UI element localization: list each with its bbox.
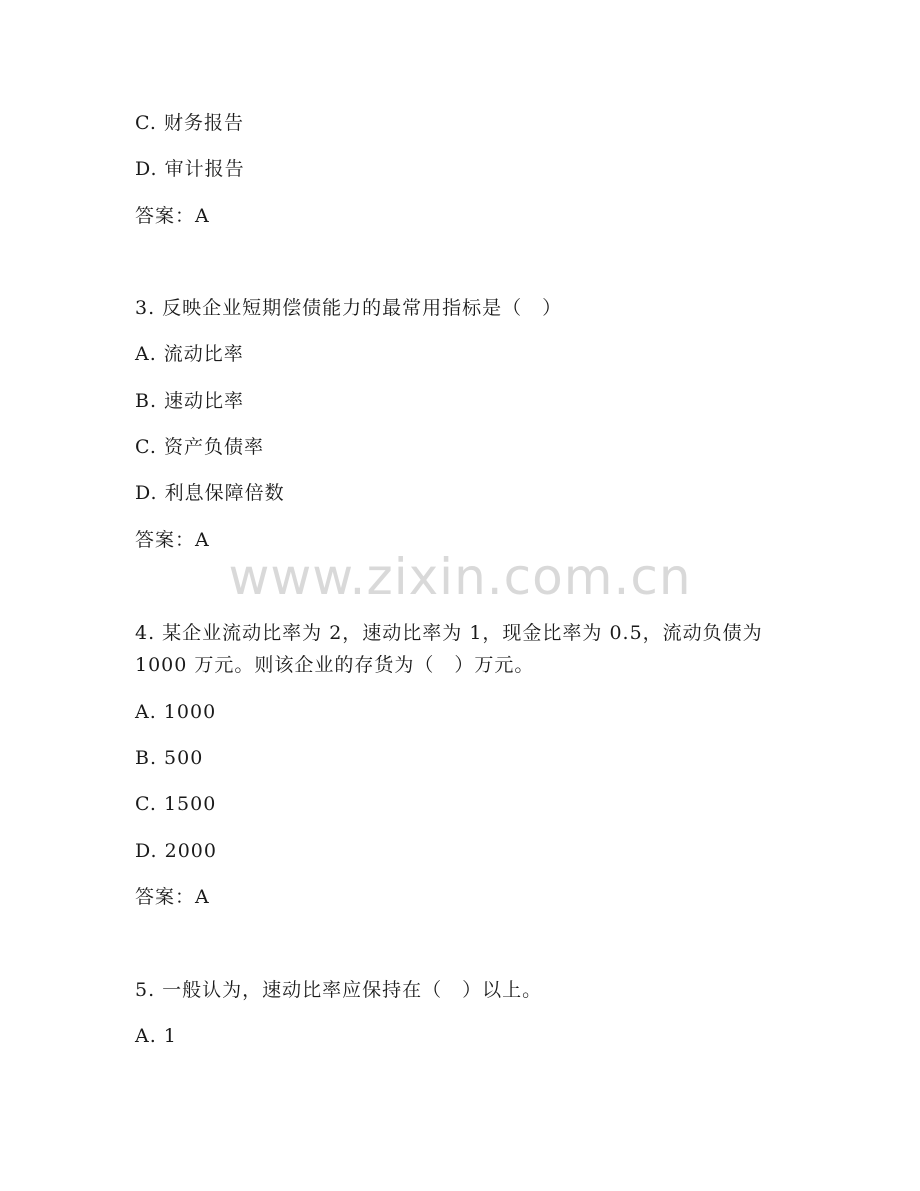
q3-option-b: B. 速动比率: [135, 390, 245, 412]
q5-option-a: A. 1: [135, 1025, 177, 1047]
q3-option-a: A. 流动比率: [135, 343, 244, 365]
q4-question-line2: 1000 万元。则该企业的存货为（ ）万元。: [135, 654, 535, 676]
q4-option-a: A. 1000: [135, 701, 217, 723]
q3-option-d: D. 利息保障倍数: [135, 482, 285, 504]
q5-question: 5. 一般认为，速动比率应保持在（ ）以上。: [135, 979, 543, 1001]
q4-option-c: C. 1500: [135, 793, 217, 815]
q3-option-c: C. 资产负债率: [135, 436, 264, 458]
q3-answer: 答案：A: [135, 529, 210, 551]
q2-option-c: C. 财务报告: [135, 112, 244, 134]
q4-question-line1: 4. 某企业流动比率为 2，速动比率为 1，现金比率为 0.5，流动负债为: [135, 622, 763, 644]
q4-option-b: B. 500: [135, 747, 204, 769]
q4-answer: 答案：A: [135, 886, 210, 908]
q2-option-d: D. 审计报告: [135, 158, 245, 180]
q3-question: 3. 反映企业短期偿债能力的最常用指标是（ ）: [135, 297, 563, 319]
q4-option-d: D. 2000: [135, 840, 217, 862]
watermark: www.zixin.com.cn: [228, 548, 692, 606]
q2-answer: 答案：A: [135, 205, 210, 227]
